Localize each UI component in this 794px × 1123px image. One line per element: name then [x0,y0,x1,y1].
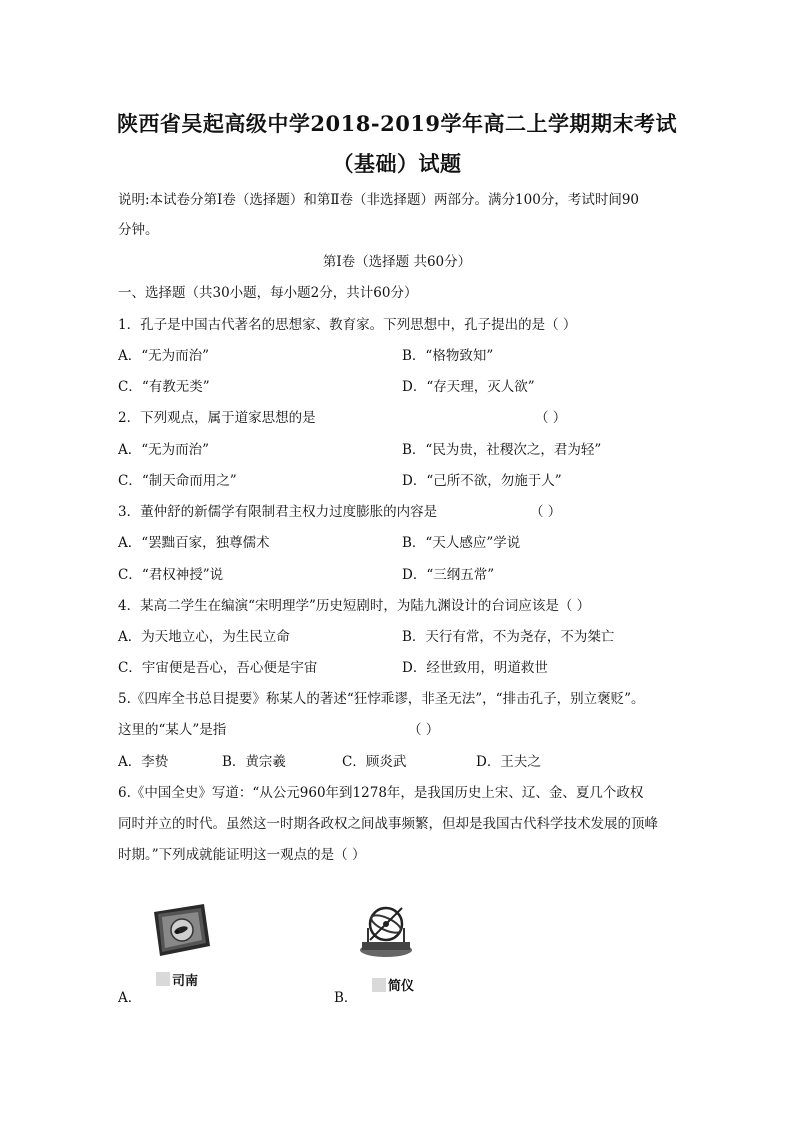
question-2-stem: 2．下列观点，属于道家思想的是 [118,410,316,426]
question-6-option-b: B． [334,990,358,1006]
question-4-option-d: D．经世致用，明道救世 [402,660,548,676]
question-3-option-b: B．“天人感应”学说 [402,535,521,551]
image-b-caption: 简仪 [388,979,415,994]
image-a-caption: 司南 [172,974,199,989]
question-2-option-a: A．“无为而治” [118,442,210,458]
question-5-option-c: C．顾炎武 [342,754,407,770]
question-4-option-b: B．天行有常，不为尧存，不为桀亡 [402,629,615,645]
question-5-answer-paren: （ ） [408,722,440,738]
caption-b-marker [372,978,386,992]
exam-title-line2: （基础）试题 [332,151,462,176]
question-6-stem-line3: 时期。”下列成就能证明这一观点的是（ ） [118,847,366,863]
question-1-option-b: B．“格物致知” [402,348,494,364]
question-5-stem-line2: 这里的“某人”是指 [118,722,227,738]
question-1-option-c: C．“有教无类” [118,379,210,395]
question-5-option-a: A．李贽 [118,754,169,770]
question-2-option-b: B．“民为贵，社稷次之，君为轻” [402,442,602,458]
question-1-option-d: D．“存天理，灭人欲” [402,379,535,395]
question-6-stem: 6.《中国全史》写道：“从公元960年到1278年，是我国历史上宋、辽、金、夏几个政权 [118,785,644,801]
question-5-option-d: D．王夫之 [476,754,541,770]
question-3-option-d: D．“三纲五常” [402,567,495,583]
question-6-stem-line2: 同时并立的时代。虽然这一时期各政权之间战事频繁，但却是我国古代科学技术发展的顶峰 [118,816,658,832]
question-5-stem: 5.《四库全书总目提要》称某人的著述“狂悖乖谬，非圣无法”，“排击孔子，别立褒贬”。 [118,691,645,707]
question-6-option-a: A． [118,990,142,1006]
exam-title-line1: 陕西省吴起高级中学2018-2019学年高二上学期期末考试 [116,111,678,136]
question-3-answer-paren: （ ） [530,504,562,520]
question-4-stem: 4．某高二学生在编演“宋明理学”历史短剧时，为陆九渊设计的台词应该是（ ） [118,598,591,614]
question-2-option-c: C．“制天命而用之” [118,473,237,489]
question-2-answer-paren: （ ） [535,410,567,426]
intro-line2: 分钟。 [118,222,159,238]
question-4-option-c: C．宇宙便是吾心，吾心便是宇宙 [118,660,318,676]
part1-heading: 第Ⅰ卷（选择题 共60分） [322,254,472,270]
question-4-option-a: A．为天地立心，为生民立命 [118,629,290,645]
question-3-option-a: A．“罢黜百家，独尊儒术 [118,535,270,551]
jianyi-armillary-image [356,900,416,960]
question-1-option-a: A．“无为而治” [118,348,210,364]
question-5-option-b: B．黄宗羲 [222,754,286,770]
section-heading: 一、选择题（共30小题，每小题2分，共计60分） [118,285,418,301]
question-3-option-c: C．“君权神授”说 [118,567,224,583]
sinan-compass-image [150,902,212,958]
intro-line1: 说明:本试卷分第Ⅰ卷（选择题）和第Ⅱ卷（非选择题）两部分。满分100分，考试时间90 [118,192,640,208]
question-3-stem: 3．董仲舒的新儒学有限制君主权力过度膨胀的内容是 [118,504,438,520]
question-1-stem: 1．孔子是中国古代著名的思想家、教育家。下列思想中，孔子提出的是（ ） [118,317,577,333]
caption-a-marker [156,972,170,986]
question-2-option-d: D．“己所不欲，勿施于人” [402,473,562,489]
